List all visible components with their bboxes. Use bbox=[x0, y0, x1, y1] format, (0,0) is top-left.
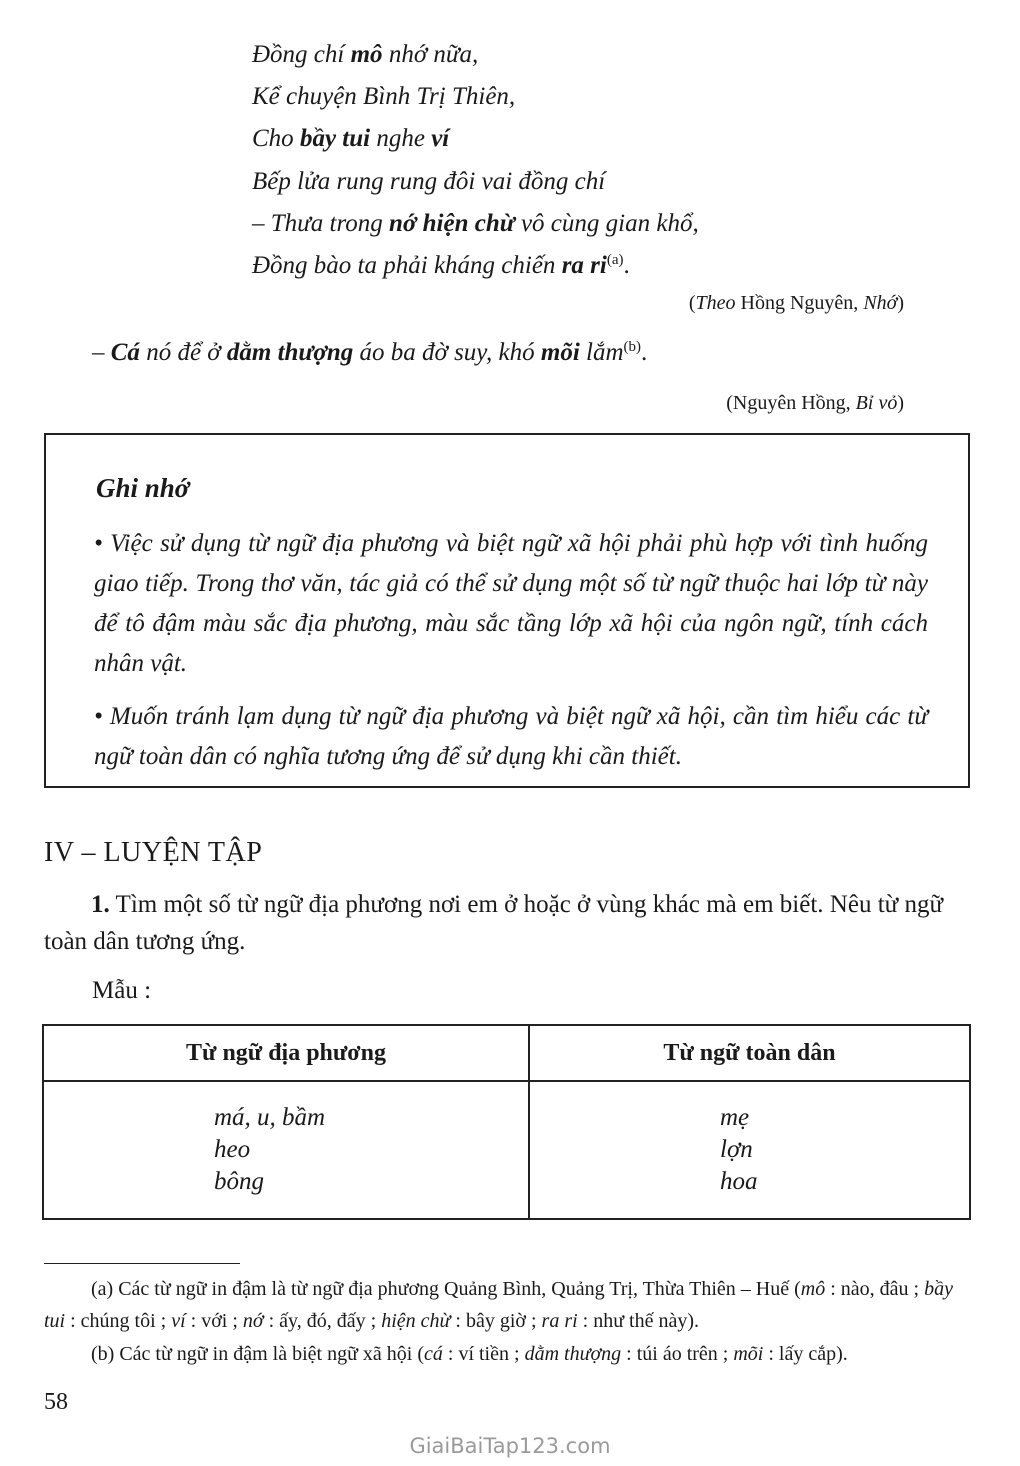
memo-bullet-2: • Muốn tránh lạm dụng từ ngữ địa phương và biệt ngữ xã hội, cần tìm hiểu các từ ngữ toàn dân có nghĩa tương ứng để sử dụng khi cần thiết. bbox=[94, 703, 928, 770]
table-header-local: Từ ngữ địa phương bbox=[43, 1025, 529, 1081]
standard-word: hoa bbox=[720, 1168, 758, 1195]
poem-line-5: – Thưa trong nớ hiện chừ vô cùng gian khổ, bbox=[252, 210, 699, 237]
table-cell-local bbox=[43, 1081, 529, 1219]
exercise-1: 1. Tìm một số từ ngữ địa phương nơi em ở hoặc ở vùng khác mà em biết. Nêu từ ngữ toàn dân tương ứng. bbox=[44, 891, 943, 955]
local-word: má, u, bầm bbox=[214, 1104, 326, 1131]
section-title: IV – LUYỆN TẬP bbox=[44, 837, 263, 868]
memo-box bbox=[44, 433, 970, 788]
sample-label: Mẫu : bbox=[92, 977, 152, 1004]
vocabulary-table bbox=[42, 1024, 971, 1220]
footnote-divider bbox=[44, 1263, 240, 1264]
poem-line-4: Bếp lửa rung rung đôi vai đồng chí bbox=[252, 168, 606, 195]
quote-source: (Nguyên Hồng, Bỉ vỏ) bbox=[726, 392, 904, 414]
memo-bullet-1: • Việc sử dụng từ ngữ địa phương và biệt ngữ xã hội phải phù hợp với tình huống giao tiếp. Trong thơ văn, tác giả có thể sử dụng một số từ ngữ thuộc hai lớp từ này để tô đậm màu sắc địa phương, màu sắc tầng lớp xã hội của ngôn ngữ, tính cách nhân vật. bbox=[94, 530, 928, 677]
standard-word: mẹ bbox=[720, 1104, 750, 1131]
watermark: GiaiBaiTap123.com bbox=[409, 1434, 611, 1458]
poem-line-1: Đồng chí mô nhớ nữa, bbox=[252, 41, 479, 68]
poem-source: (Theo Hồng Nguyên, Nhớ) bbox=[688, 292, 904, 314]
footnote-a: (a) Các từ ngữ in đậm là từ ngữ địa phương Quảng Bình, Quảng Trị, Thừa Thiên – Huế (mô : nào, đâu ; bầy tui : chúng tôi ; ví : với ; nớ : ấy, đó, đấy ; hiện chừ : bây giờ ; ra ri : như thế này). bbox=[44, 1278, 954, 1332]
table-cell-standard bbox=[529, 1081, 970, 1219]
footnote-b: (b) Các từ ngữ in đậm là biệt ngữ xã hội (cá : ví tiền ; dằm thượng : túi áo trên ; mõi : lấy cắp). bbox=[91, 1343, 848, 1365]
prose-quote: – Cá nó để ở dằm thượng áo ba đờ suy, khó mõi lắm$^{(b)}$. bbox=[92, 339, 648, 366]
table-header-standard: Từ ngữ toàn dân bbox=[529, 1025, 970, 1081]
standard-word: lợn bbox=[720, 1136, 753, 1163]
poem-line-3: Cho bầy tui nghe ví bbox=[252, 125, 450, 152]
page-number: 58 bbox=[44, 1389, 68, 1415]
poem-line-2: Kể chuyện Bình Trị Thiên, bbox=[252, 83, 516, 110]
memo-title: Ghi nhớ bbox=[96, 473, 190, 503]
local-word: bông bbox=[214, 1168, 264, 1195]
poem-line-6: Đồng bào ta phải kháng chiến ra $ri^{(a)}$. bbox=[252, 252, 630, 279]
local-word: heo bbox=[214, 1136, 251, 1163]
